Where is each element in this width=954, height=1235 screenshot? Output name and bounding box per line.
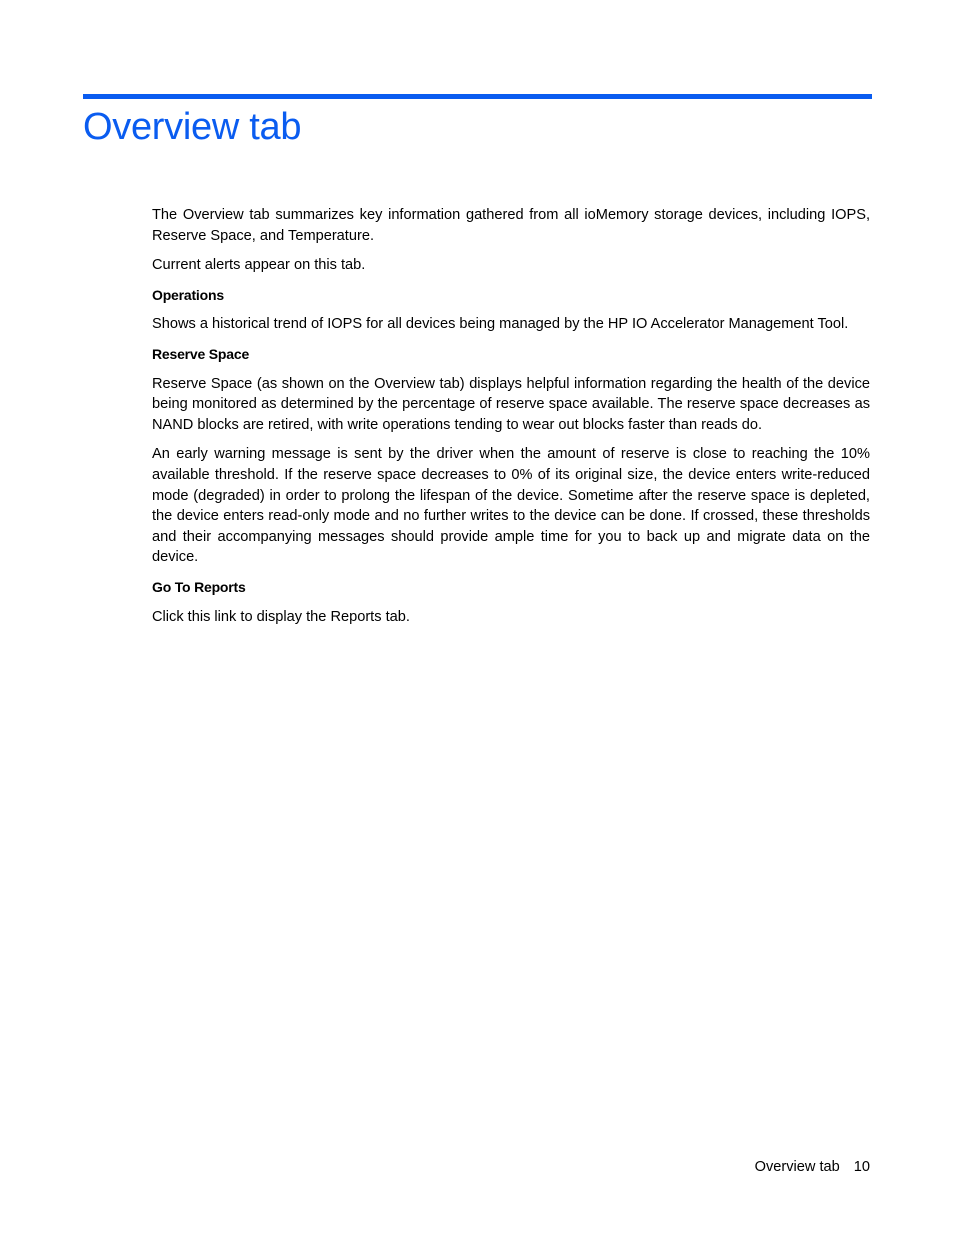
reserve-space-heading: Reserve Space [152,345,250,362]
reserve-warning-paragraph: An early warning message is sent by the driver when the amount of reserve is close to reaching the 10% available threshold. If the reserve space decreases to 0% of its original size, the device enters write-reduced mode (degraded) in order to prolong the lifespan of the device. Sometime after the reserve space is depleted, the device enters read-only mode and no further writes to the device can be done. If crossed, these thresholds and their accompanying messages should provide ample time for you to back up and migrate data on the device. [152,446,870,566]
operations-paragraph: Shows a historical trend of IOPS for all devices being managed by the HP IO Accelerator Management Tool. [152,316,849,333]
go-to-reports-heading: Go To Reports [152,578,246,595]
page-number: 10 [853,1159,870,1175]
reserve-space-paragraph: Reserve Space (as shown on the Overview tab) displays helpful information regarding the health of the device being monitored as determined by the percentage of reserve space available. The reserve space decreases as NAND blocks are retired, with write operations tending to wear out blocks faster than reads do. [152,375,870,433]
alerts-paragraph: Current alerts appear on this tab. [152,257,366,274]
page-title: Overview tab [83,106,302,148]
go-to-reports-paragraph: Click this link to display the Reports tab. [152,608,410,625]
footer-section-name: Overview tab [754,1159,840,1175]
operations-heading: Operations [152,286,224,303]
title-rule [83,94,872,99]
main-content [152,205,870,636]
intro-paragraph: The Overview tab summarizes key information gathered from all ioMemory storage devices, including IOPS, Reserve Space, and Temperature. [152,207,870,244]
page-footer [755,1157,870,1177]
